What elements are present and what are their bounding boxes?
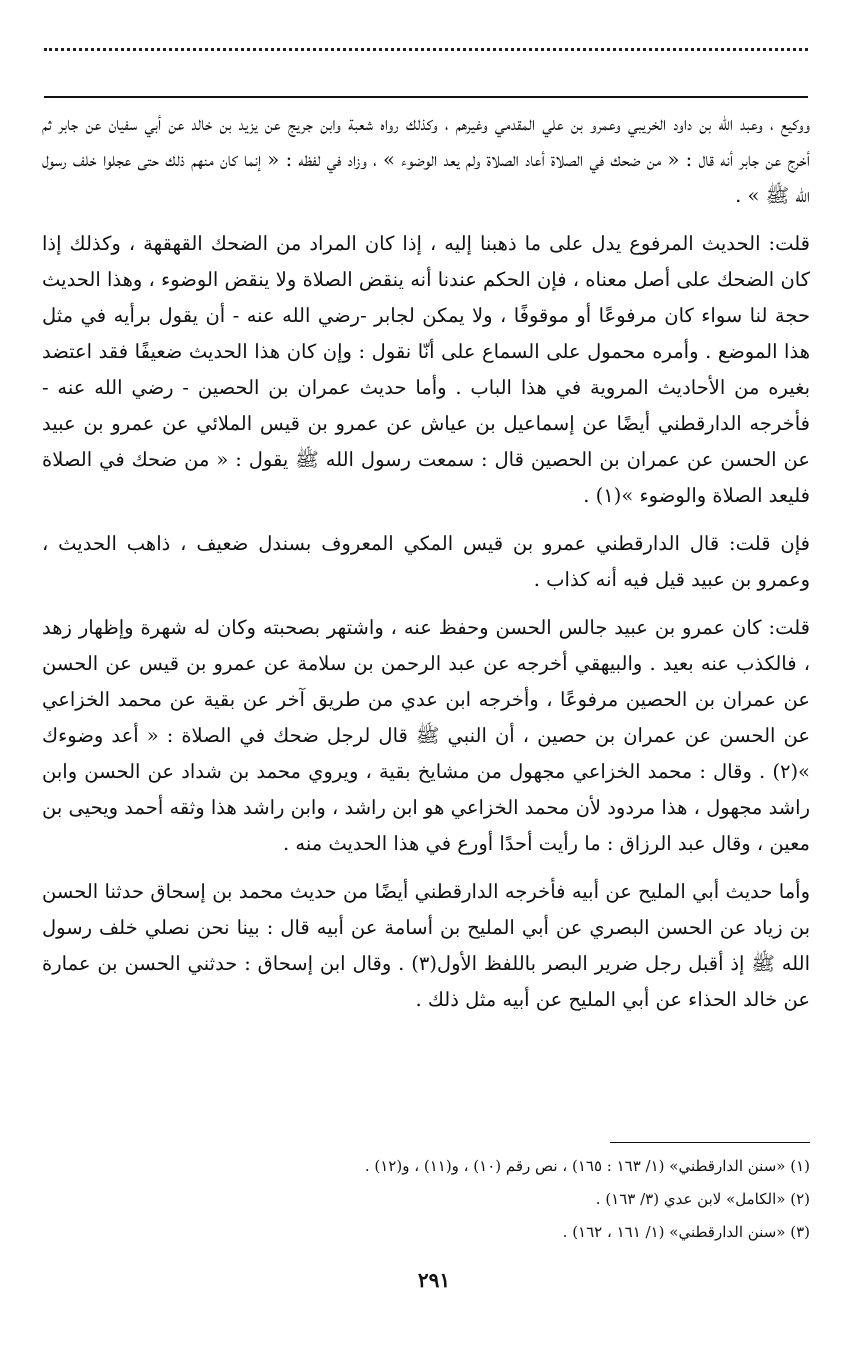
top-rule bbox=[44, 96, 808, 98]
footnotes bbox=[70, 1150, 810, 1249]
footnote-3: (٣) «سنن الدارقطني» (١/ ١٦١ ، ١٦٢) . bbox=[562, 1223, 810, 1241]
paragraph-2: قلت: الحديث المرفوع يدل على ما ذهبنا إليه ، إذا كان المراد من الضحك القهقهة ، وكذلك إذا كان الضحك على أصل معناه ، فإن الحكم عندنا أنه ينقض الصلاة ولا ينقض الوضوء ، وهذا الحديث حجة لنا سواء كان مرفوعًا أو موقوفًا ، ولا يمكن لجابر -رضي الله عنه - أن يقول برأيه في مثل هذا الموضع . وأمره محمول على السماع على أنّا نقول : وإن كان هذا الحديث ضعيفًا فقد اعتضد بغيره من الأحاديث المروية في هذا الباب . وأما حديث عمران بن الحصين - رضي الله عنه - فأخرجه الدارقطني أيضًا عن إسماعيل بن عياش عن عمرو بن قيس الملائي عن عمرو بن عبيد عن الحسن عن عمران بن الحصين قال : سمعت رسول الله ﷺ يقول : « من ضحك في الصلاة فليعد الصلاة والوضوء »(١) . bbox=[42, 232, 810, 507]
paragraph-1: ووكيع ، وعبد الله بن داود الخريبي وعمرو بن علي المقدمي وغيرهم ، وكذلك رواه شعبة وابن جريج عن يزيد بن خالد عن أبي سفيان عن جابر ثم أخرج عن جابر أنه قال : « من ضحك في الصلاة أعاد الصلاة ولم يعد الوضوء » ، وزاد في لفظه : « إنما كان منهم ذلك حتى عجلوا خلف رسول الله ﷺ » . bbox=[42, 112, 810, 207]
footnote-2: (٢) «الكامل» لابن عدي (٣/ ١٦٣) . bbox=[595, 1190, 810, 1208]
main-text bbox=[42, 106, 810, 1030]
footnote-1: (١) «سنن الدارقطني» (١/ ١٦٣ : ١٦٥) ، نص رقم (١٠) ، و(١١) ، و(١٢) . bbox=[364, 1157, 810, 1175]
page-number: ٢٩١ bbox=[417, 1268, 451, 1292]
footnote-rule bbox=[610, 1142, 810, 1143]
dotted-separator bbox=[44, 48, 808, 51]
paragraph-3: فإن قلت: قال الدارقطني عمرو بن قيس المكي المعروف بسندل ضعيف ، ذاهب الحديث ، وعمرو بن عبيد قيل فيه أنه كذاب . bbox=[42, 532, 810, 591]
paragraph-4: قلت: كان عمرو بن عبيد جالس الحسن وحفظ عنه ، واشتهر بصحبته وكان له شهرة وإظهار زهد ، فالكذب عنه بعيد . والبيهقي أخرجه عن عبد الرحمن بن سلامة عن عمرو بن قيس عن الحسن عن عمران بن الحصين مرفوعًا ، وأخرجه ابن عدي من طريق آخر عن بقية عن محمد الخزاعي عن الحسن عن عمران بن حصين ، أن النبي ﷺ قال لرجل ضحك في الصلاة : « أعد وضوءك »(٢) . وقال : محمد الخزاعي مجهول من مشايخ بقية ، ويروي محمد بن شداد عن الحسن وابن راشد مجهول ، هذا مردود لأن محمد الخزاعي هو ابن راشد ، وابن راشد هذا وثقه أحمد ويحيى بن معين ، وقال عبد الرزاق : ما رأيت أحدًا أورع في هذا الحديث منه . bbox=[42, 616, 810, 855]
paragraph-5: وأما حديث أبي المليح عن أبيه فأخرجه الدارقطني أيضًا من حديث محمد بن إسحاق حدثنا الحسن بن زياد عن الحسن البصري عن أبي المليح بن أسامة عن أبيه قال : بينا نحن نصلي خلف رسول الله ﷺ إذ أقبل رجل ضرير البصر باللفظ الأول(٣) . وقال ابن إسحاق : حدثني الحسن بن عمارة عن خالد الحذاء عن أبي المليح عن أبيه مثل ذلك . bbox=[42, 880, 810, 1011]
